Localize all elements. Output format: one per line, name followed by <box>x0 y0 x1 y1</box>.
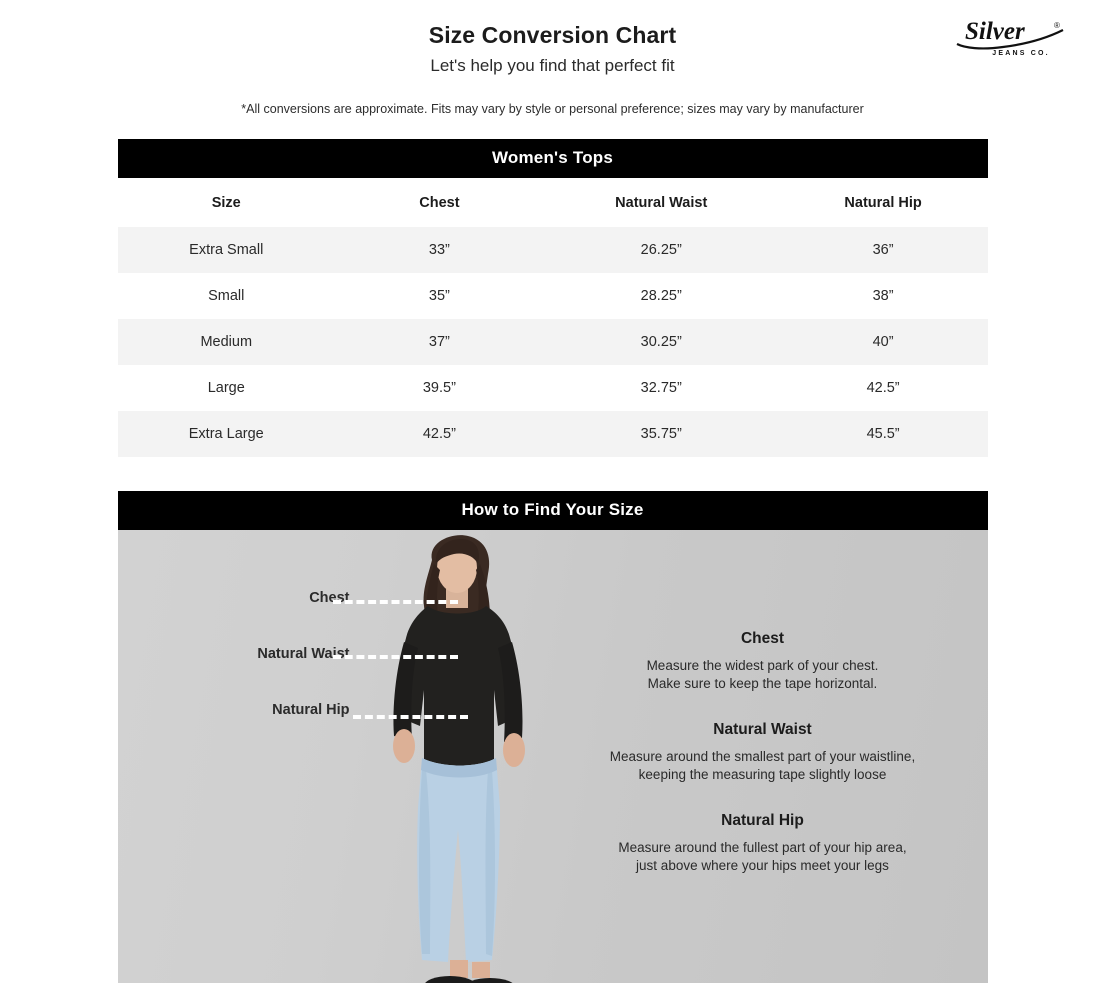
cell-size: Medium <box>118 319 336 365</box>
how-to-panel <box>118 530 988 983</box>
instruction-text-natural-waist: Measure around the smallest part of your waistline, keeping the measuring tape slightly loose <box>609 749 916 782</box>
hip-measure-line <box>353 715 468 719</box>
cell-size: Large <box>118 365 336 411</box>
instruction-text-chest: Measure the widest park of your chest. Make sure to keep the tape horizontal. <box>646 658 879 691</box>
section-heading-how-to: How to Find Your Size <box>118 491 988 530</box>
instruction-title-natural-hip: Natural Hip <box>721 812 804 829</box>
cell-hip: 40” <box>779 319 988 365</box>
cell-waist: 32.75” <box>544 365 779 411</box>
measurement-instructions <box>548 630 978 875</box>
table-row <box>118 365 988 411</box>
page-title: Size Conversion Chart <box>428 22 677 48</box>
svg-text:®: ® <box>1054 21 1060 30</box>
logo-wordmark-icon <box>951 14 1073 54</box>
size-conversion-table <box>118 178 988 457</box>
cell-waist: 26.25” <box>544 227 779 273</box>
cell-waist: 28.25” <box>544 273 779 319</box>
table-header-row <box>118 178 988 227</box>
column-header-natural-waist: Natural Waist <box>544 178 779 227</box>
table-row <box>118 319 988 365</box>
waist-measure-line <box>333 655 458 659</box>
table-row <box>118 227 988 273</box>
cell-chest: 33” <box>335 227 544 273</box>
womens-tops-section <box>118 139 988 457</box>
instruction-title-chest: Chest <box>740 630 785 647</box>
cell-chest: 37” <box>335 319 544 365</box>
cell-size: Extra Small <box>118 227 336 273</box>
table-row <box>118 273 988 319</box>
section-heading-womens-tops: Women's Tops <box>118 139 988 178</box>
svg-text:Silver: Silver <box>965 18 1025 45</box>
cell-hip: 42.5” <box>779 365 988 411</box>
instruction-title-natural-waist: Natural Waist <box>713 721 812 738</box>
column-header-chest: Chest <box>335 178 544 227</box>
cell-chest: 35” <box>335 273 544 319</box>
cell-hip: 38” <box>779 273 988 319</box>
logo-subtext: JEANS CO. <box>992 50 1050 57</box>
cell-chest: 42.5” <box>335 411 544 457</box>
cell-hip: 45.5” <box>779 411 988 457</box>
cell-size: Extra Large <box>118 411 336 457</box>
page-subtitle: Let's help you find that perfect fit <box>430 56 675 75</box>
cell-waist: 30.25” <box>544 319 779 365</box>
instruction-text-natural-hip: Measure around the fullest part of your hip area, just above where your hips meet your legs <box>618 840 907 873</box>
cell-waist: 35.75” <box>544 411 779 457</box>
cell-hip: 36” <box>779 227 988 273</box>
table-row <box>118 411 988 457</box>
column-header-size: Size <box>118 178 336 227</box>
chest-measure-line <box>333 600 458 604</box>
cell-size: Small <box>118 273 336 319</box>
label-chest: Chest <box>309 590 350 606</box>
how-to-find-size-section <box>118 491 988 983</box>
section-spacer <box>0 457 1105 491</box>
disclaimer-text: *All conversions are approximate. Fits may vary by style or personal preference; sizes may vary by manufacturer <box>241 102 864 116</box>
page-header <box>0 0 1105 116</box>
label-natural-waist: Natural Waist <box>257 646 350 662</box>
silver-jeans-logo <box>951 14 1073 60</box>
label-natural-hip: Natural Hip <box>272 702 350 718</box>
column-header-natural-hip: Natural Hip <box>779 178 988 227</box>
cell-chest: 39.5” <box>335 365 544 411</box>
